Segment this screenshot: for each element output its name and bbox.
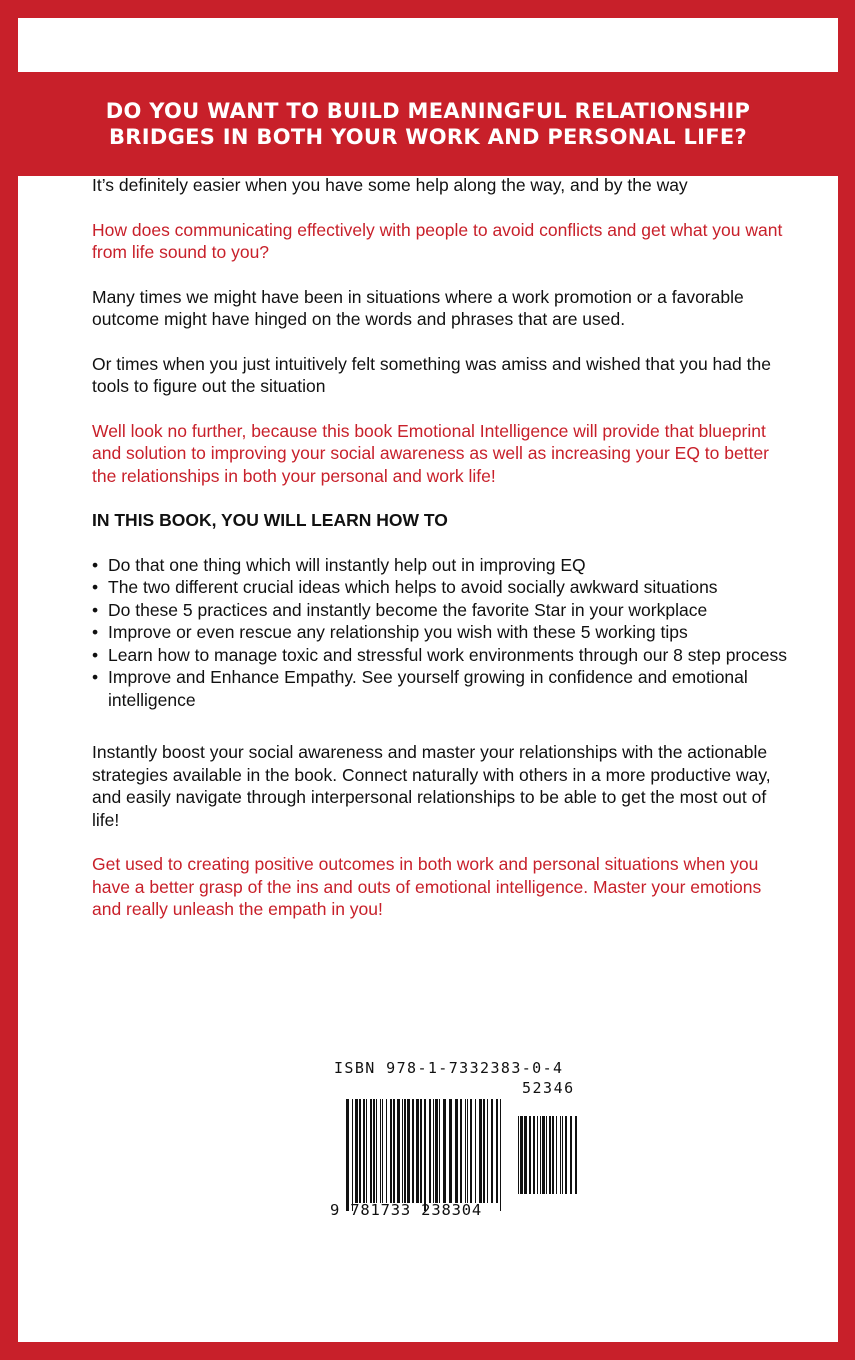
barcode-bar bbox=[467, 1099, 468, 1203]
barcode-bar bbox=[386, 1099, 387, 1203]
learn-list bbox=[92, 554, 792, 712]
barcode-bar bbox=[560, 1116, 561, 1194]
boost-paragraph: Instantly boost your social awareness and master your relationships with the actionable strategies available in the book. Connect naturally with others in a more productive way, and easily navigate through interpersonal relationships to be able to get the most out of life! bbox=[92, 742, 771, 830]
list-item bbox=[92, 554, 792, 577]
barcode-bar bbox=[346, 1099, 349, 1211]
barcode-bar bbox=[533, 1116, 535, 1194]
list-item bbox=[92, 599, 792, 622]
intuition-paragraph: Or times when you just intuitively felt something was amiss and wished that you had the tools to figure out the situation bbox=[92, 353, 771, 396]
barcode-bar bbox=[487, 1099, 488, 1203]
barcode-bar bbox=[575, 1116, 577, 1194]
barcode-bar bbox=[570, 1116, 572, 1194]
barcode-bar bbox=[390, 1099, 392, 1203]
list-item-text: Learn how to manage toxic and stressful work environments through our 8 step process bbox=[108, 644, 787, 665]
bullet-icon: • bbox=[92, 622, 99, 642]
barcode-bar bbox=[359, 1099, 361, 1203]
list-item bbox=[92, 644, 792, 667]
barcode-bar bbox=[542, 1116, 545, 1194]
situations-paragraph: Many times we might have been in situations where a work promotion or a favorable outcome might have hinged on the words and phrases that are used. bbox=[92, 286, 744, 329]
question-paragraph: How does communicating effectively with people to avoid conflicts and get what you want from life sound to you? bbox=[92, 219, 783, 262]
list-item bbox=[92, 621, 792, 644]
barcode-bar bbox=[363, 1099, 365, 1203]
barcode-bar bbox=[500, 1099, 501, 1211]
list-item-text: Improve or even rescue any relationship you wish with these 5 working tips bbox=[108, 622, 688, 642]
list-item-text: Improve and Enhance Empathy. See yourself growing in confidence and emotional intelligence bbox=[108, 667, 748, 710]
barcode-bar bbox=[470, 1099, 472, 1203]
barcode-bar bbox=[412, 1099, 414, 1203]
barcode-bar bbox=[355, 1099, 358, 1203]
barcode-bar bbox=[455, 1099, 458, 1203]
barcode-bar bbox=[562, 1116, 563, 1194]
closing-paragraph: Get used to creating positive outcomes in both work and personal situations when you have a better grasp of the ins and outs of emotional intelligence. Master your emotions and really unleash the empath in you! bbox=[92, 854, 762, 919]
barcode-bar bbox=[537, 1116, 538, 1194]
bullet-icon: • bbox=[92, 667, 99, 687]
barcode-bar bbox=[483, 1099, 485, 1203]
barcode-bar bbox=[552, 1116, 554, 1194]
barcode-bar bbox=[465, 1099, 466, 1203]
price-code: 52346 bbox=[522, 1079, 575, 1097]
barcode-bar bbox=[404, 1099, 406, 1203]
list-item-text: Do these 5 practices and instantly become the favorite Star in your workplace bbox=[108, 599, 708, 620]
bullet-icon: • bbox=[92, 554, 99, 575]
barcode-bar bbox=[407, 1099, 410, 1203]
barcode-bar bbox=[540, 1116, 541, 1194]
intro-paragraph: It’s definitely easier when you have some help along the way, and by the way bbox=[92, 175, 688, 195]
barcode-bars-icon bbox=[346, 1099, 506, 1211]
list-item-text: Do that one thing which will instantly help out in improving EQ bbox=[108, 554, 586, 575]
barcode-bar bbox=[524, 1116, 527, 1194]
barcode-bar bbox=[460, 1099, 462, 1203]
barcode-bar bbox=[402, 1099, 403, 1203]
barcode-bar bbox=[420, 1099, 422, 1203]
barcode-bar bbox=[382, 1099, 383, 1203]
barcode-bar bbox=[352, 1099, 353, 1211]
barcode-bar bbox=[556, 1116, 557, 1194]
headline-banner bbox=[18, 72, 838, 176]
barcode-bar bbox=[496, 1099, 498, 1203]
barcode-bar bbox=[416, 1099, 419, 1203]
isbn-label: ISBN 978-1-7332383-0-4 bbox=[334, 1059, 564, 1077]
list-item bbox=[92, 666, 792, 711]
list-item bbox=[92, 576, 792, 599]
bullet-icon: • bbox=[92, 599, 99, 620]
headline-title: DO YOU WANT TO BUILD MEANINGFUL RELATIONSHIP BRIDGES IN BOTH YOUR WORK AND PERSONAL LIFE? bbox=[105, 99, 751, 149]
barcode-bar bbox=[518, 1116, 519, 1194]
barcode-bar bbox=[429, 1099, 431, 1203]
barcode-bar bbox=[376, 1099, 377, 1203]
barcode-bar bbox=[380, 1099, 381, 1203]
barcode-bar bbox=[424, 1099, 426, 1211]
pitch-paragraph: Well look no further, because this book Emotional Intelligence will provide that blueprint and solution to improving your social awareness as well as increasing your EQ to better the relationships in both your personal and work life! bbox=[92, 420, 770, 486]
barcode-bar bbox=[373, 1099, 375, 1203]
barcode-bar bbox=[433, 1099, 434, 1203]
barcode-bar bbox=[435, 1099, 438, 1203]
barcode-bar bbox=[443, 1099, 446, 1203]
barcode-bar bbox=[546, 1116, 547, 1194]
barcode-digits: 9 781733 238304 bbox=[330, 1201, 482, 1219]
list-item-text: The two different crucial ideas which helps to avoid socially awkward situations bbox=[108, 577, 718, 597]
barcode-bar bbox=[475, 1099, 476, 1203]
barcode-bar bbox=[449, 1099, 452, 1203]
barcode-bar bbox=[520, 1116, 523, 1194]
back-cover bbox=[18, 18, 838, 1342]
learn-heading: IN THIS BOOK, YOU WILL LEARN HOW TO bbox=[92, 510, 448, 530]
isbn-barcode bbox=[330, 1059, 590, 1219]
barcode-bar bbox=[397, 1099, 400, 1203]
barcode-bar bbox=[491, 1099, 493, 1203]
barcode-addon-bars-icon bbox=[518, 1116, 582, 1202]
bullet-icon: • bbox=[92, 644, 99, 665]
barcode-bar bbox=[479, 1099, 482, 1203]
blurb-body bbox=[92, 174, 792, 943]
barcode-bar bbox=[549, 1116, 551, 1194]
barcode-bar bbox=[565, 1116, 567, 1194]
barcode-bar bbox=[529, 1116, 531, 1194]
barcode-bar bbox=[393, 1099, 395, 1203]
barcode-bar bbox=[439, 1099, 440, 1203]
barcode-bar bbox=[370, 1099, 372, 1203]
barcode-bar bbox=[366, 1099, 367, 1203]
bullet-icon: • bbox=[92, 577, 99, 597]
